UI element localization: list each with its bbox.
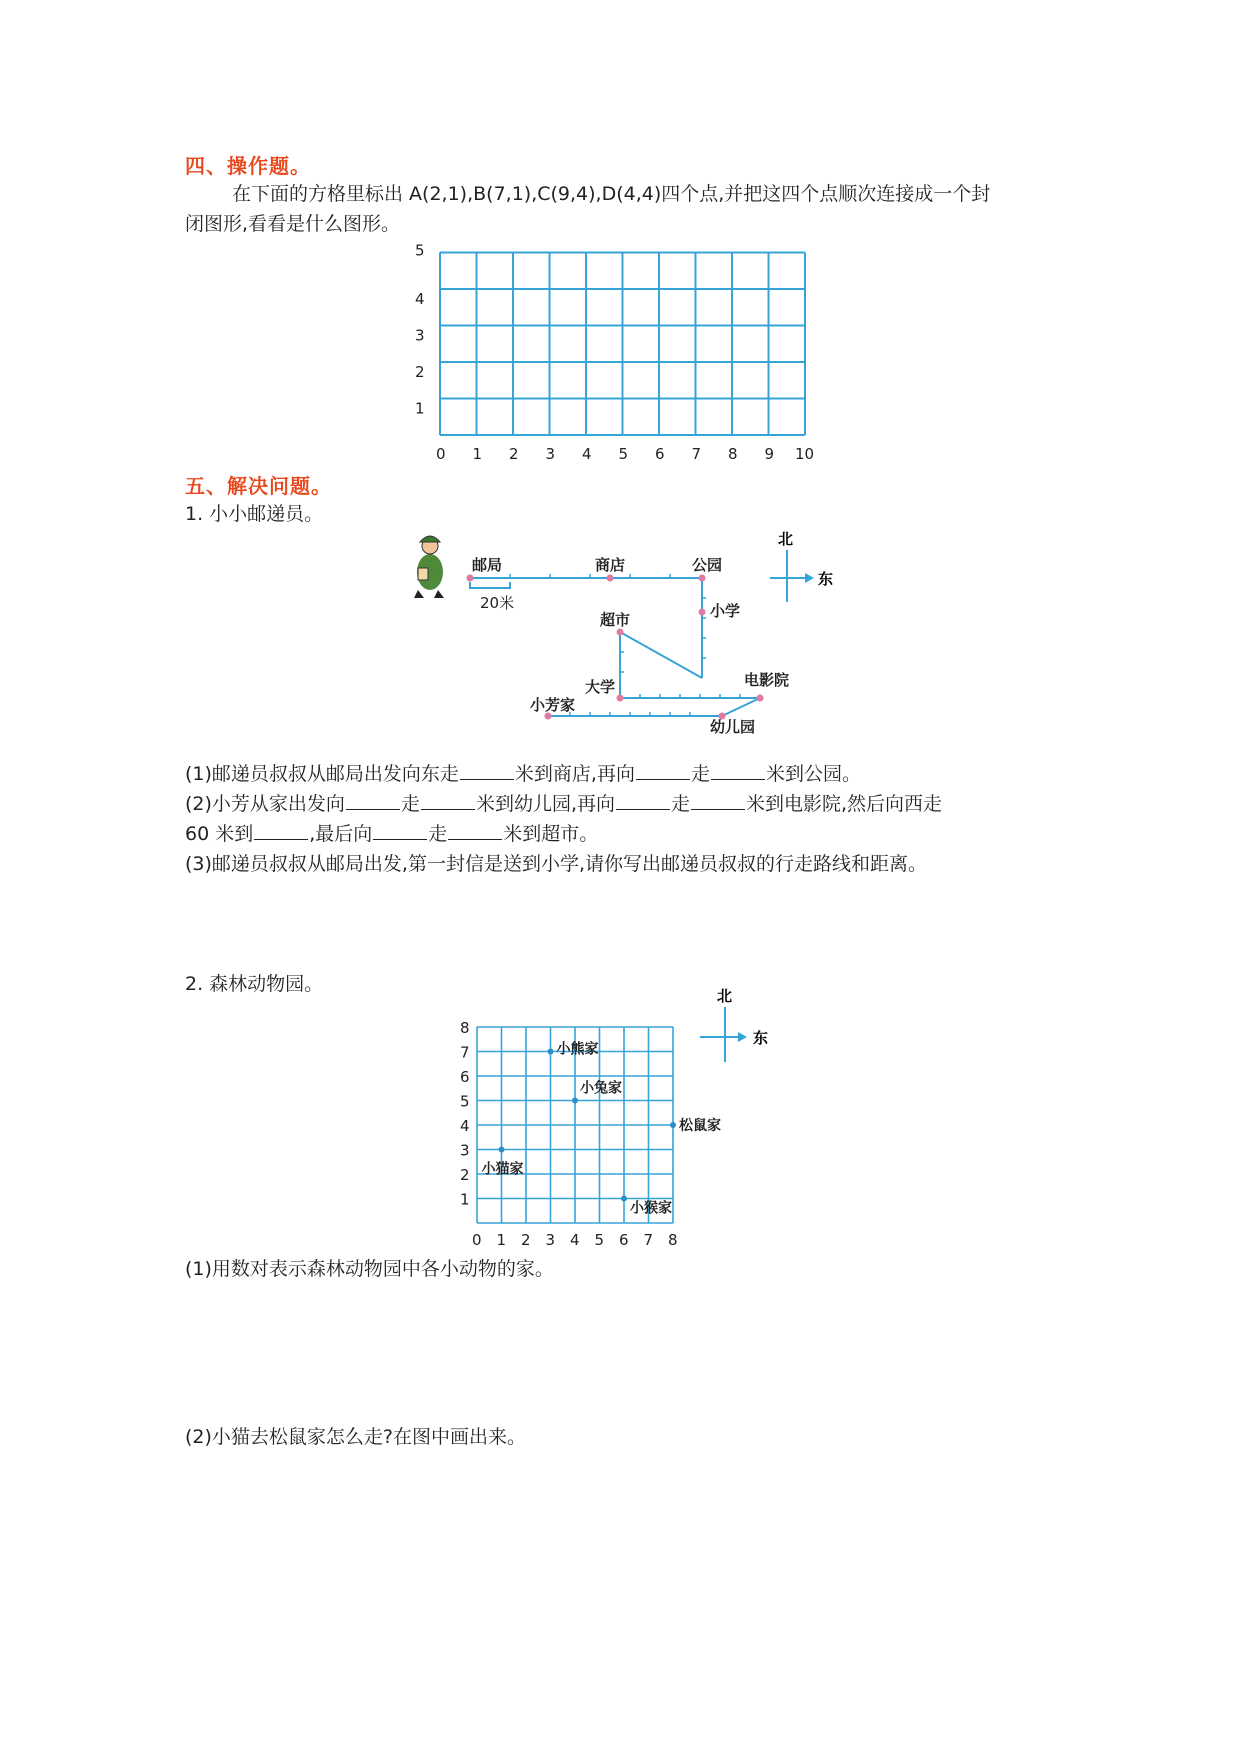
section-4-instruction-line2: 闭图形,看看是什么图形。 [185,213,401,235]
home-dot [572,1098,578,1104]
home-label: 小猫家 [481,1161,524,1178]
x-tick-label: 8 [728,445,738,463]
zoo-y-tick-label: 4 [460,1117,470,1135]
zoo-y-tick-label: 3 [460,1141,470,1160]
home-label: 松鼠家 [679,1118,721,1134]
zoo-y-ticks [460,1019,470,1209]
y-tick-label: 1 [415,399,425,418]
zoo-y-tick-label: 2 [460,1166,470,1184]
y-tick-label: 2 [415,363,425,381]
blank-7[interactable] [691,791,745,810]
blank-2[interactable] [636,761,690,780]
north-label: 北 [778,530,794,548]
blank-1[interactable] [460,761,514,780]
zoo-x-tick-label: 4 [570,1231,580,1249]
home-dot [499,1147,505,1153]
label-kindergarten: 幼儿园 [710,718,756,736]
zoo-homes [482,1041,722,1217]
label-school: 小学 [710,602,741,620]
label-post-office: 邮局 [472,556,503,574]
park-dot [699,575,706,582]
blank-3[interactable] [711,761,765,780]
label-xiaofang-home: 小芳家 [530,696,576,714]
section-5-heading: 五、解决问题。 [185,474,332,498]
x-tick-label: 7 [691,445,702,463]
zoo-x-tick-label: 2 [521,1231,531,1249]
grid-lines [440,253,805,436]
blank-8[interactable] [254,821,308,840]
y-tick-label: 5 [415,241,425,260]
zoo-y-tick-label: 5 [460,1092,470,1111]
home-label: 小猴家 [630,1200,672,1217]
zoo-x-tick-label: 1 [496,1231,507,1249]
blank-10[interactable] [448,821,502,840]
school-dot [699,609,706,616]
x-tick-label: 10 [795,445,815,463]
x-axis-ticks [436,445,814,463]
zoo-east-label: 东 [753,1029,769,1047]
coordinate-grid-q4[interactable] [400,235,840,465]
supermarket-dot [617,629,624,636]
east-label: 东 [818,570,834,588]
university-dot [617,695,624,702]
zoo-x-tick-label: 7 [643,1231,654,1249]
zoo-x-tick-label: 3 [545,1231,556,1249]
section-4-instruction-line1: 在下面的方格里标出 A(2,1),B(7,1),C(9,4),D(4,4)四个点,并把这四个点顺次连接成一个封 [232,183,991,205]
zoo-y-tick-label: 1 [460,1190,470,1209]
x-tick-label: 3 [545,445,556,463]
x-tick-label: 1 [472,445,483,463]
zoo-x-ticks [472,1231,678,1249]
x-tick-label: 5 [618,445,629,463]
blank-5[interactable] [421,791,475,810]
postman-map [410,520,834,736]
q1-sub2-line2: 60 米到 ,最后向 走 米到超市。 [185,823,599,845]
home-label: 小熊家 [556,1041,599,1058]
q1-title: 1. 小小邮递员。 [185,503,324,525]
zoo-x-tick-label: 5 [594,1231,605,1249]
zoo-y-tick-label: 8 [460,1019,470,1037]
home-dot [670,1122,676,1128]
forest-zoo-grid[interactable] [455,987,785,1255]
x-tick-label: 2 [509,445,519,463]
post-office-dot [467,575,474,582]
y-axis-ticks [415,242,425,418]
zoo-y-tick-label: 6 [460,1068,470,1086]
home-dot [621,1196,627,1202]
cinema-dot [757,695,764,702]
y-tick-label: 3 [415,326,425,345]
x-tick-label: 0 [436,445,446,463]
zoo-x-tick-label: 0 [472,1231,482,1249]
q1-sub3: (3)邮递员叔叔从邮局出发,第一封信是送到小学,请你写出邮递员叔叔的行走路线和距离。 [185,853,927,875]
postman-figure [414,536,444,598]
section-4-heading: 四、操作题。 [185,154,311,178]
q1-sub1: (1)邮递员叔叔从邮局出发向东走 米到商店,再向 走 米到公园。 [185,763,861,785]
zoo-x-tick-label: 6 [619,1231,629,1249]
compass-q1 [770,530,833,602]
label-university: 大学 [585,678,616,696]
zoo-north-label: 北 [717,987,733,1005]
x-tick-label: 4 [582,445,592,463]
blank-9[interactable] [373,821,427,840]
x-tick-label: 6 [655,445,665,463]
y-tick-label: 4 [415,290,425,308]
label-shop: 商店 [595,556,626,574]
shop-dot [607,575,614,582]
q2-sub1: (1)用数对表示森林动物园中各小动物的家。 [185,1258,554,1280]
blank-4[interactable] [346,791,400,810]
label-supermarket: 超市 [600,611,631,629]
x-tick-label: 9 [764,445,775,463]
compass-q2 [700,987,768,1062]
q2-title: 2. 森林动物园。 [185,973,324,995]
zoo-y-tick-label: 7 [460,1043,470,1062]
label-scale: 20米 [480,594,515,612]
label-park: 公园 [692,556,723,574]
home-dot [548,1049,554,1055]
zoo-x-tick-label: 8 [668,1231,678,1249]
home-label: 小兔家 [580,1080,622,1097]
q1-sub2-line1: (2)小芳从家出发向 走 米到幼儿园,再向 走 米到电影院,然后向西走 [185,793,943,815]
label-cinema: 电影院 [744,671,790,689]
q2-sub2: (2)小猫去松鼠家怎么走?在图中画出来。 [185,1426,526,1448]
blank-6[interactable] [616,791,670,810]
